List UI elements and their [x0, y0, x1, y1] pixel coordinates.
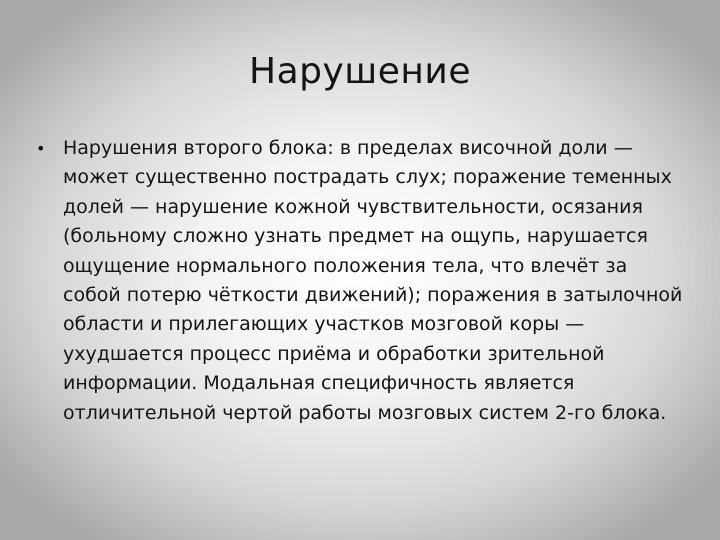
bullet-list — [36, 134, 684, 428]
slide-title: Нарушение — [249, 51, 471, 92]
bullet-text: Нарушения второго блока: в пределах височной доли — может существенно пострадать слух; поражение теменных долей — нарушение кожной чувствительности, осязания (больному сложно узнать предмет на ощупь, нарушается ощущение нормального положения тела, что влечёт за собой потерю чёткости движений); поражения в затылочной области и прилегающих участков мозговой коры — ухудшается процесс приёма и обработки зрительной информации. Модальная специфичность является отличительной чертой работы мозговых систем 2-го блока. — [63, 137, 683, 424]
bullet-icon: • — [36, 139, 46, 158]
bullet-item — [36, 134, 684, 428]
